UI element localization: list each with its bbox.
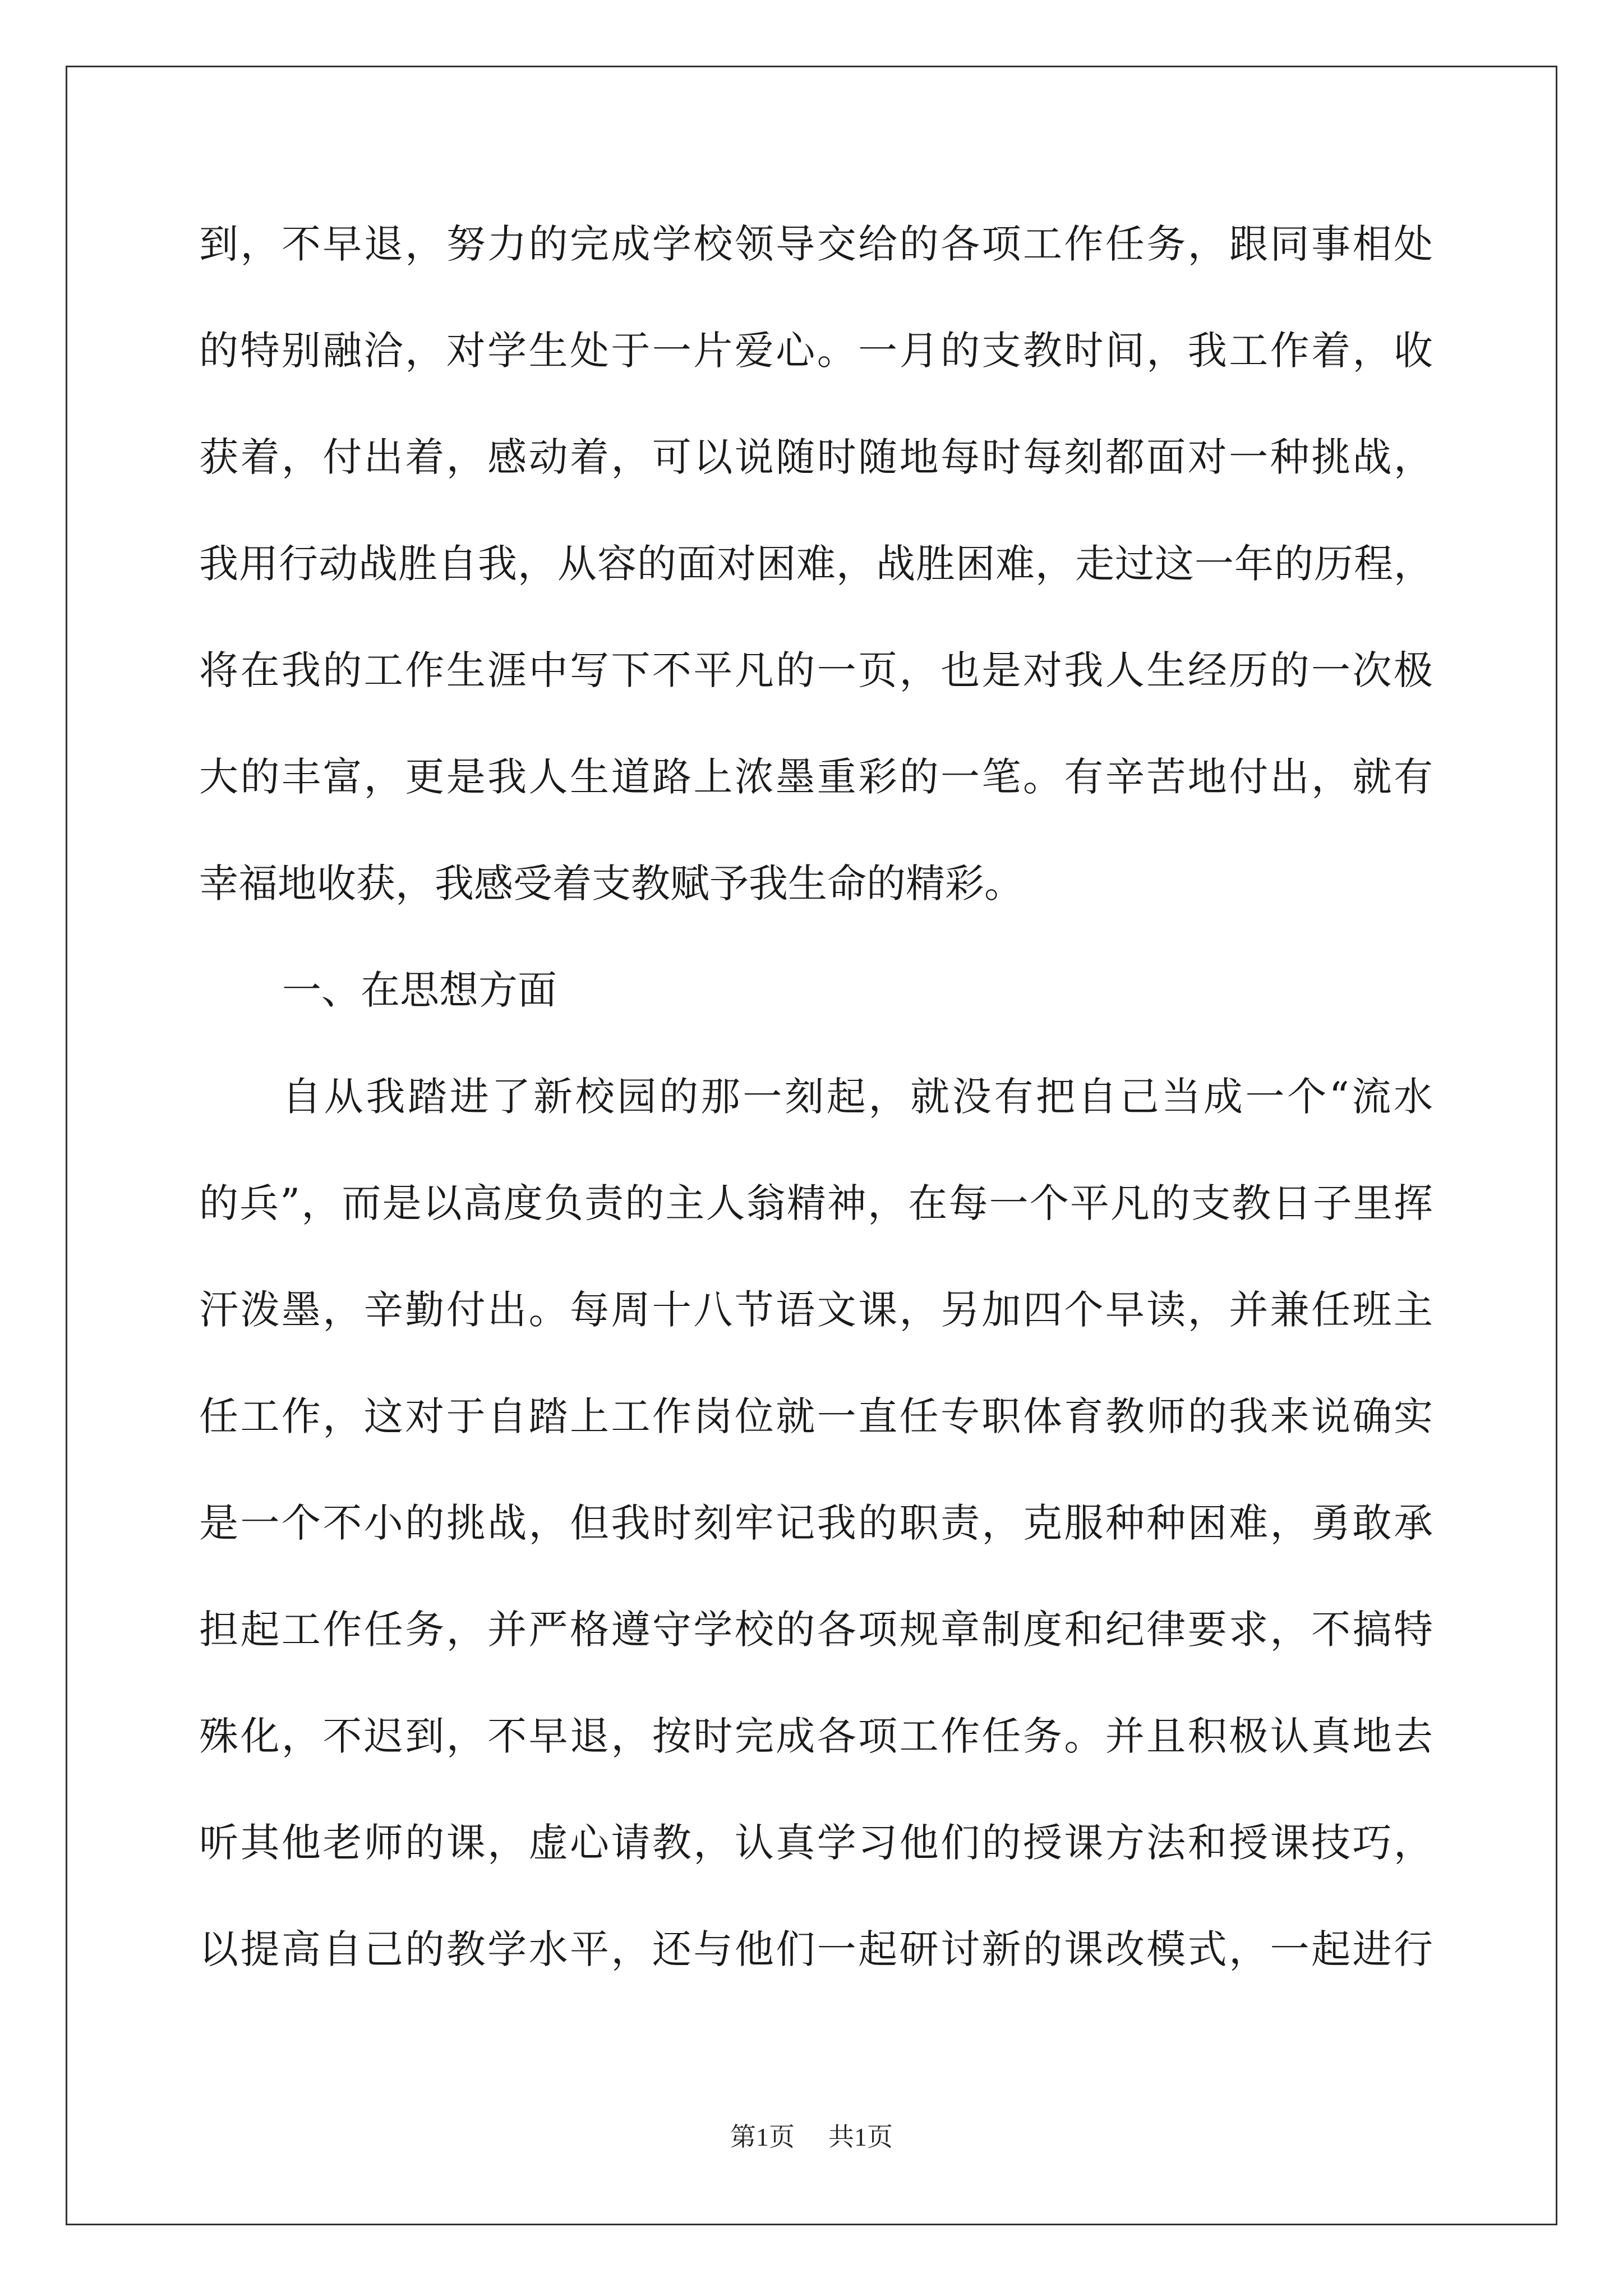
text-line: 大的丰富，更是我人生道路上浓墨重彩的一笔。有辛苦地付出，就有: [199, 754, 1433, 800]
page-total: 共1页: [828, 2123, 893, 2151]
text-line: 将在我的工作生涯中写下不平凡的一页，也是对我人生经历的一次极: [199, 647, 1433, 693]
text-line: 的特别融洽，对学生处于一片爱心。一月的支教时间，我工作着，收: [199, 328, 1433, 374]
text-line: 担起工作任务，并严格遵守学校的各项规章制度和纪律要求，不搞特: [199, 1607, 1433, 1653]
paragraph-last-line: 幸福地收获，我感受着支教赋予我生命的精彩。: [199, 861, 1023, 907]
text-line: 是一个不小的挑战，但我时刻牢记我的职责，克服种种困难，勇敢承: [199, 1500, 1433, 1546]
document-body: [199, 213, 1433, 2025]
page-number: 第1页: [730, 2123, 795, 2151]
page-footer: [0, 2120, 1623, 2154]
text-line: 听其他老师的课，虚心请教，认真学习他们的授课方法和授课技巧，: [199, 1820, 1433, 1866]
text-line: 以提高自己的教学水平，还与他们一起研讨新的课改模式，一起进行: [199, 1926, 1433, 1972]
text-line: 获着，付出着，感动着，可以说随时随地每时每刻都面对一种挑战，: [199, 434, 1433, 480]
text-line: 汗泼墨，辛勤付出。每周十八节语文课，另加四个早读，并兼任班主: [199, 1287, 1433, 1333]
text-line: 任工作，这对于自踏上工作岗位就一直任专职体育教师的我来说确实: [199, 1393, 1433, 1439]
paragraph-first-line: 自从我踏进了新校园的那一刻起，就没有把自己当成一个“流水: [282, 1074, 1433, 1120]
text-line: 的兵”，而是以高度负责的主人翁精神，在每一个平凡的支教日子里挥: [199, 1180, 1433, 1226]
text-line: 殊化，不迟到，不早退，按时完成各项工作任务。并且积极认真地去: [199, 1713, 1433, 1759]
text-line: 我用行动战胜自我，从容的面对困难，战胜困难，走过这一年的历程，: [199, 541, 1433, 587]
section-heading: 一、在思想方面: [282, 967, 557, 1013]
text-line: 到，不早退，努力的完成学校领导交给的各项工作任务，跟同事相处: [199, 221, 1433, 267]
